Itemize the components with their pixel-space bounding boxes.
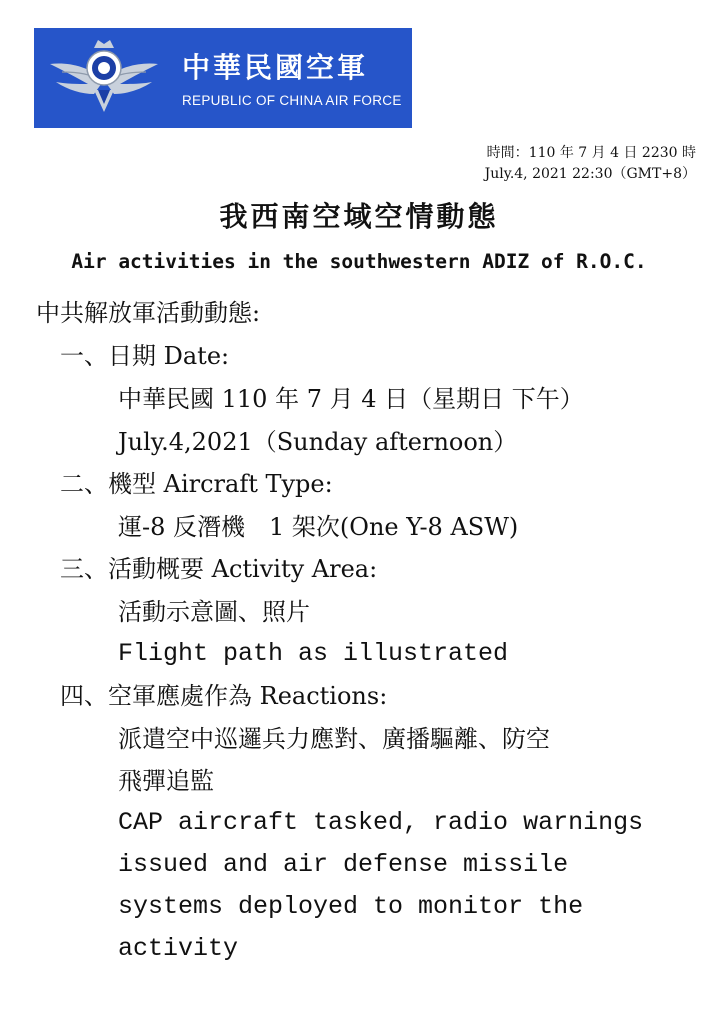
logo-subtitle: REPUBLIC OF CHINA AIR FORCE [182, 93, 402, 108]
section-reactions-en-2: issued and air defense missile [118, 850, 569, 879]
section-reactions-en-4: activity [118, 934, 239, 963]
section-aircraft-heading: 二、機型 Aircraft Type: [60, 470, 333, 498]
section-reactions-en-1: CAP aircraft tasked, radio warnings [118, 808, 644, 837]
section-reactions-heading: 四、空軍應處作為 Reactions: [60, 682, 388, 710]
page-subtitle: Air activities in the southwestern ADIZ of R.O.C. [71, 250, 647, 273]
section-reactions-zh-1: 派遣空中巡邏兵力應對、廣播驅離、防空 [118, 725, 550, 753]
section-area-zh: 活動示意圖、照片 [118, 598, 310, 626]
intro-heading: 中共解放軍活動動態: [36, 299, 261, 327]
section-date-en: July.4,2021（Sunday afternoon） [118, 428, 518, 456]
section-aircraft-detail: 運-8 反潛機 1 架次(One Y-8 ASW) [118, 513, 519, 541]
air-force-emblem-icon [48, 36, 160, 120]
logo-title: 中華民國空軍 [182, 51, 369, 84]
timestamp-zh: 時間：110 年 7 月 4 日 2230 時 [486, 145, 696, 161]
section-area-heading: 三、活動概要 Activity Area: [60, 555, 378, 583]
timestamp-en: July.4, 2021 22:30（GMT+8） [484, 166, 696, 182]
section-reactions-en-3: systems deployed to monitor the [118, 892, 584, 921]
section-area-en: Flight path as illustrated [118, 639, 509, 668]
section-date-heading: 一、日期 Date: [60, 342, 230, 370]
page-title: 我西南空域空情動態 [219, 200, 499, 233]
section-reactions-zh-2: 飛彈追監 [118, 767, 214, 795]
section-date-zh: 中華民國 110 年 7 月 4 日（星期日 下午） [118, 385, 584, 413]
timestamp-block [485, 143, 696, 185]
air-force-logo-banner [34, 28, 412, 128]
